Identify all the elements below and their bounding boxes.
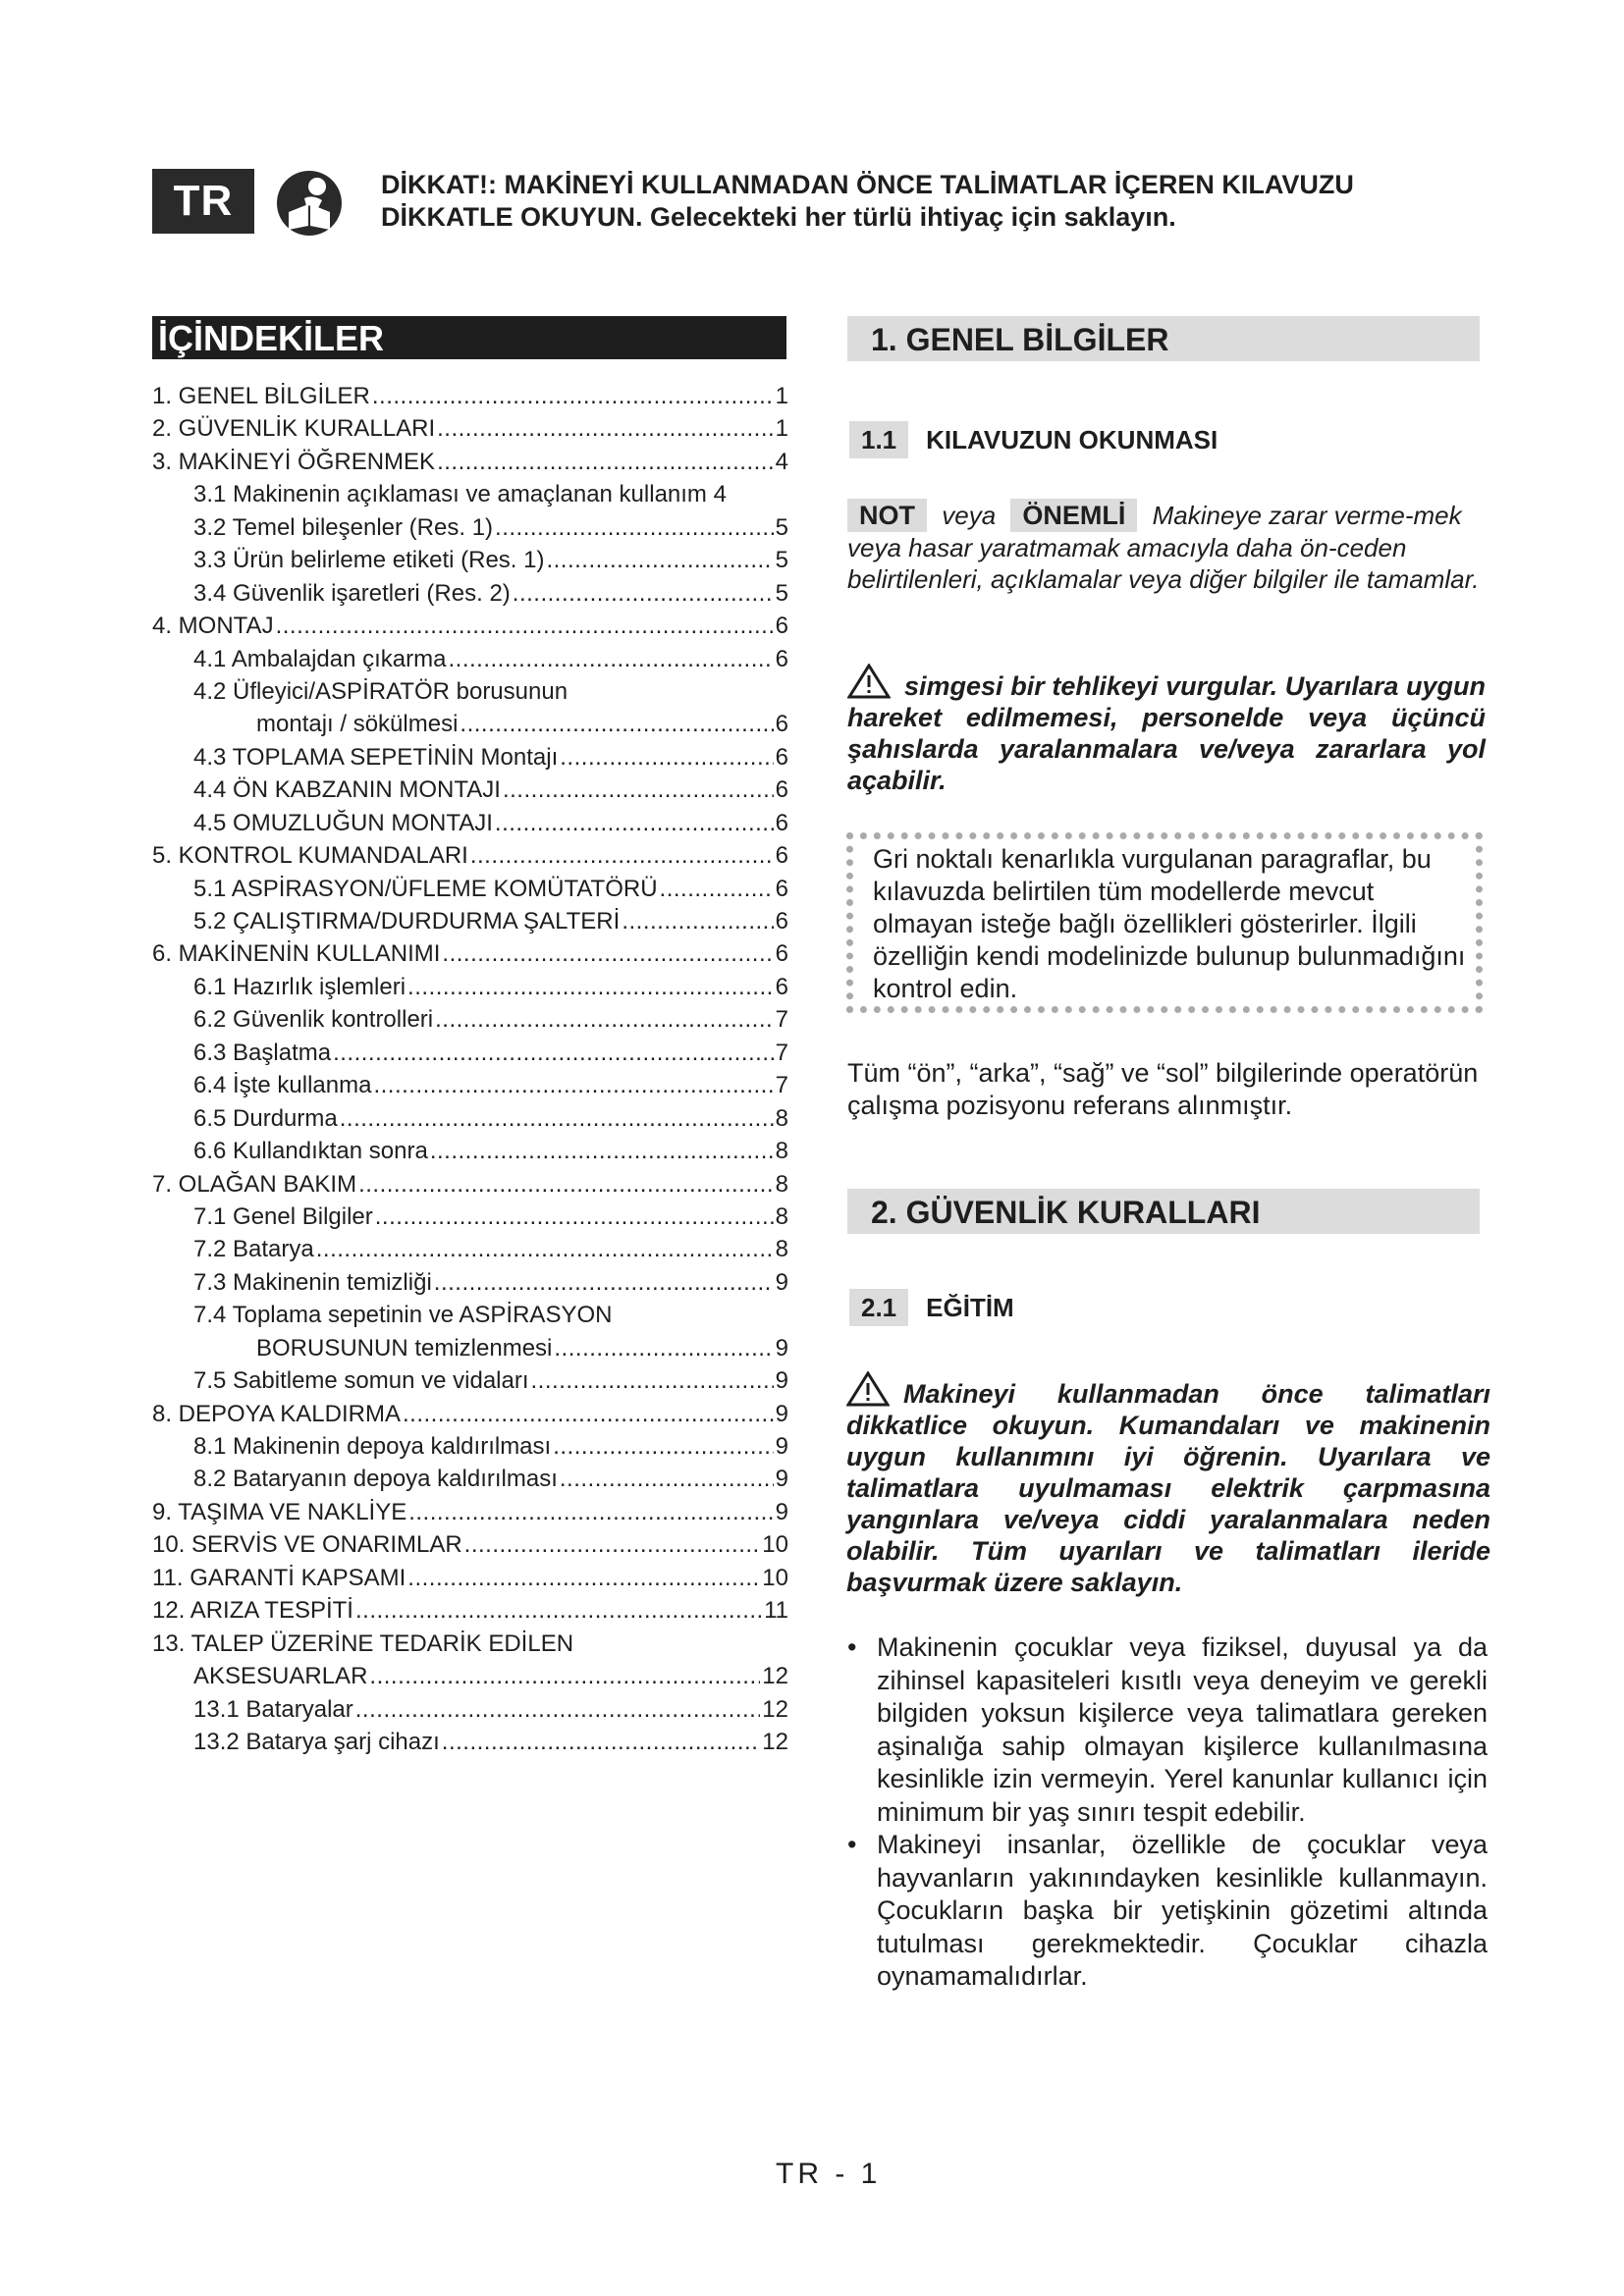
toc-item <box>152 1430 788 1463</box>
toc-leader-dots <box>407 1562 760 1594</box>
toc-item-page: 5 <box>775 579 788 607</box>
section-1-heading: 1. GENEL BİLGİLER <box>847 316 1480 361</box>
toc-item <box>152 1332 788 1364</box>
toc-item-page: 5 <box>775 513 788 541</box>
toc-item-label: 13.1 Bataryalar <box>193 1695 353 1723</box>
toc-leader-dots <box>448 643 773 675</box>
toc-leader-dots <box>546 544 773 576</box>
toc-item-label: 5.1 ASPİRASYON/ÜFLEME KOMÜTATÖRÜ <box>193 875 658 902</box>
toc-item-label: 3. MAKİNEYİ ÖĞRENMEK <box>152 448 436 475</box>
toc-item-label: 5.2 ÇALIŞTIRMA/DURDURMA ŞALTERİ <box>193 908 621 934</box>
toc-item-label: 8. DEPOYA KALDIRMA <box>152 1400 401 1427</box>
toc-item-label: 4.5 OMUZLUĞUN MONTAJI <box>193 809 493 836</box>
toc-leader-dots <box>358 1168 774 1201</box>
toc-item <box>152 380 788 412</box>
toc-item-page: 6 <box>775 809 788 836</box>
toc-leader-dots <box>355 1693 761 1726</box>
toc-leader-dots <box>470 839 774 872</box>
toc-leader-dots <box>403 1398 774 1430</box>
toc-item <box>152 807 788 839</box>
toc-item-label: 13.2 Batarya şarj cihazı <box>193 1728 440 1755</box>
toc-item <box>152 971 788 1003</box>
toc-title: İÇİNDEKİLER <box>152 316 786 359</box>
toc-item <box>152 774 788 806</box>
toc-item-page: 1 <box>775 415 788 443</box>
toc-item <box>152 610 788 642</box>
section-2-heading: 2. GÜVENLİK KURALLARI <box>847 1189 1480 1234</box>
toc-item-label: 7.2 Batarya <box>193 1236 314 1263</box>
subsection-number: 1.1 <box>849 421 908 458</box>
toc-item-page: 12 <box>762 1728 788 1755</box>
toc-item <box>152 1594 788 1627</box>
toc-leader-dots <box>355 1594 762 1627</box>
toc-item-page: 6 <box>775 875 788 902</box>
toc-leader-dots <box>622 905 773 937</box>
toc-item-label: 4. MONTAJ <box>152 613 274 640</box>
toc-item-label: 7.3 Makinenin temizliği <box>193 1268 432 1296</box>
toc-item-page: 10 <box>762 1564 788 1591</box>
toc-item-page: 12 <box>762 1663 788 1690</box>
toc-leader-dots <box>437 412 774 445</box>
toc-item <box>152 1562 788 1594</box>
toc-item-label: BORUSUNUN temizlenmesi <box>256 1334 553 1362</box>
toc-item-label: 2. GÜVENLİK KURALLARI <box>152 415 436 443</box>
optional-features-text: Gri noktalı kenarlıkla vurgulanan paragraflar, bu kılavuzda belirtilen tüm modellerde mevcut olmayan isteğe bağlı özellikleri gösterirler. İlgili özelliğin kendi modelinizde bulunup bulunmadığını kontrol edin. <box>873 844 1466 1003</box>
toc-leader-dots <box>442 937 773 970</box>
subsection-number: 2.1 <box>849 1289 908 1326</box>
subsection-title: KILAVUZUN OKUNMASI <box>926 425 1218 454</box>
toc-leader-dots <box>554 1332 773 1364</box>
toc-item-page: 11 <box>764 1597 788 1625</box>
toc-item-page: 9 <box>775 1367 788 1395</box>
toc-item <box>152 1135 788 1167</box>
toc-item <box>152 708 788 740</box>
toc-item-label: AKSESUARLAR <box>193 1663 368 1690</box>
toc-item-label: 6.2 Güvenlik kontrolleri <box>193 1006 434 1034</box>
table-of-contents <box>152 380 788 1758</box>
toc-item <box>152 905 788 937</box>
toc-leader-dots <box>660 873 774 905</box>
toc-item-page: 8 <box>775 1104 788 1132</box>
toc-item <box>152 1726 788 1758</box>
toc-item-label: 10. SERVİS VE ONARIMLAR <box>152 1531 462 1559</box>
toc-item-page: 9 <box>775 1268 788 1296</box>
toc-leader-dots <box>503 774 774 806</box>
read-manual-warning <box>381 169 1500 234</box>
safety-bullets <box>847 1631 1488 1994</box>
warning-line-2: DİKKATLE OKUYUN. Gelecekteki her türlü ihtiyaç için saklayın. <box>381 202 1176 232</box>
toc-leader-dots <box>560 1463 774 1495</box>
toc-leader-dots <box>464 1528 761 1561</box>
list-item: • Makinenin çocuklar veya fiziksel, duyusal ya da zihinsel kapasiteleri kısıtlı veya deneyim ve gerekli bilgiden yoksun kişilerce veya talimatlara gereken aşinalığa sahip olmayan kişilerce kullanılmasına kesinlikle izin vermeyin. Yerel kanunlar kullanıcı için minimum bir yaş sınırı tespit edebilir. <box>847 1632 1488 1827</box>
toc-item-label: 6.4 İşte kullanma <box>193 1072 372 1099</box>
subsection-title: EĞİTİM <box>926 1293 1014 1322</box>
toc-leader-dots <box>430 1135 774 1167</box>
toc-item <box>152 839 788 872</box>
training-warning-paragraph <box>846 1371 1490 1598</box>
toc-item-page: 7 <box>775 1039 788 1066</box>
warning-line-1: DİKKAT!: MAKİNEYİ KULLANMADAN ÖNCE TALİMATLAR İÇEREN KILAVUZU <box>381 170 1354 199</box>
toc-item-page: 5 <box>775 547 788 574</box>
orientation-paragraph: Tüm “ön”, “arka”, “sağ” ve “sol” bilgilerinde operatörün çalışma pozisyonu referans alınmıştır. <box>847 1058 1479 1120</box>
toc-item-page: 8 <box>775 1202 788 1230</box>
training-warning-text: Makineyi kullanmadan önce talimatları dikkatlice okuyun. Kumandaları ve makinenin uygun kullanımını iyi öğrenin. Uyarılara ve talimatlara uyulmaması elektrik çarpmasına yangınlara ve/veya ciddi yaralanmalara neden olabilir. Tüm uyarıları ve talimatları ileride başvurmak üzere saklayın. <box>846 1379 1490 1597</box>
toc-item-page: 6 <box>775 743 788 771</box>
toc-item <box>152 1528 788 1561</box>
toc-item-page: 4 <box>775 448 788 475</box>
note-paragraph <box>847 499 1486 595</box>
toc-item-label: 1. GENEL BİLGİLER <box>152 383 370 409</box>
toc-leader-dots <box>513 577 774 610</box>
warning-paragraph <box>847 664 1486 796</box>
toc-item-label: 7. OLAĞAN BAKIM <box>152 1170 357 1198</box>
toc-item-page: 6 <box>775 711 788 738</box>
toc-item-label: 6.1 Hazırlık işlemleri <box>193 973 406 1000</box>
list-item: • Makineyi insanlar, özellikle de çocuklar veya hayvanların yakınındayken kesinlikle kullanmayın. Çocukların başka bir yetişkinin gözetimi altında tutulması gerekmektedir. Çocuklar cihazla oynamamalıdırlar. <box>847 1830 1488 1991</box>
note-text: Makineye zarar verme-mek veya hasar yaratmamak amacıyla daha ön-ceden belirtilenleri, açıklamalar veya diğer bilgiler ile tamamlar. <box>847 501 1480 594</box>
warning-triangle-icon <box>847 664 891 699</box>
toc-item-page: 9 <box>775 1498 788 1525</box>
subsection-1-1-heading <box>849 421 1218 458</box>
toc-item-page: 7 <box>775 1006 788 1034</box>
toc-item-page: 6 <box>775 645 788 672</box>
toc-item <box>152 1398 788 1430</box>
toc-item <box>152 741 788 774</box>
warning-triangle-icon <box>846 1371 890 1407</box>
toc-item <box>152 1069 788 1101</box>
read-manual-icon <box>275 169 344 238</box>
toc-item-label: 5. KONTROL KUMANDALARI <box>152 842 468 870</box>
toc-leader-dots <box>407 971 774 1003</box>
toc-item <box>152 675 788 708</box>
toc-leader-dots <box>553 1430 773 1463</box>
toc-leader-dots <box>408 1496 773 1528</box>
toc-item-label: 9. TAŞIMA VE NAKLİYE <box>152 1498 407 1525</box>
toc-item-page: 6 <box>775 613 788 640</box>
note-or: veya <box>942 501 997 530</box>
bullet: • <box>847 1830 857 1859</box>
toc-item-label: 3.3 Ürün belirleme etiketi (Res. 1) <box>193 547 545 574</box>
toc-item-label: 7.1 Genel Bilgiler <box>193 1202 373 1230</box>
toc-leader-dots <box>276 610 774 642</box>
toc-item-page: 10 <box>762 1531 788 1559</box>
toc-item <box>152 446 788 478</box>
toc-item-page: 8 <box>775 1170 788 1198</box>
page-number: TR - 1 <box>776 2158 882 2190</box>
important-tag: ÖNEMLİ <box>1010 499 1137 532</box>
toc-item-page: 6 <box>775 776 788 804</box>
toc-leader-dots <box>442 1726 761 1758</box>
toc-leader-dots <box>316 1233 774 1265</box>
toc-item-page: 9 <box>775 1334 788 1362</box>
toc-item <box>152 1299 788 1331</box>
warning-text: simgesi bir tehlikeyi vurgular. Uyarılara uygun hareket edilmemesi, personelde veya üçüncü şahıslarda yaralanmalara ve/veya zararlara yol açabilir. <box>847 671 1486 795</box>
toc-item <box>152 1364 788 1397</box>
toc-leader-dots <box>373 1069 773 1101</box>
toc-leader-dots <box>369 1660 760 1692</box>
toc-item-page: 6 <box>775 973 788 1000</box>
toc-item-page: 8 <box>775 1138 788 1165</box>
toc-item <box>152 1102 788 1135</box>
toc-item-label: 4.3 TOPLAMA SEPETİNİN Montajı <box>193 743 559 771</box>
toc-item <box>152 937 788 970</box>
toc-item-page: 9 <box>775 1400 788 1427</box>
toc-item-label: 12. ARIZA TESPİTİ <box>152 1597 353 1625</box>
toc-item <box>152 1003 788 1036</box>
toc-item <box>152 1660 788 1692</box>
toc-item <box>152 643 788 675</box>
toc-leader-dots <box>495 511 774 544</box>
toc-leader-dots <box>375 1201 774 1233</box>
note-tag: NOT <box>847 499 927 532</box>
toc-item-page: 8 <box>775 1236 788 1263</box>
toc-item <box>152 1037 788 1069</box>
toc-item <box>152 873 788 905</box>
language-badge: TR <box>152 169 254 234</box>
toc-item <box>152 478 788 510</box>
toc-leader-dots <box>333 1037 774 1069</box>
toc-item-label: 13. TALEP ÜZERİNE TEDARİK EDİLEN <box>152 1629 574 1657</box>
toc-item <box>152 1266 788 1299</box>
toc-item <box>152 412 788 445</box>
toc-leader-dots <box>434 1266 774 1299</box>
toc-item <box>152 1201 788 1233</box>
toc-item-label: 8.2 Bataryanın depoya kaldırılması <box>193 1466 558 1493</box>
toc-item <box>152 511 788 544</box>
toc-item-label: 3.1 Makinenin açıklaması ve amaçlanan kullanım 4 <box>193 481 727 508</box>
toc-item-label: 4.2 Üfleyici/ASPİRATÖR borusunun <box>193 677 568 705</box>
toc-item-label: 6.3 Başlatma <box>193 1039 332 1066</box>
toc-item <box>152 1233 788 1265</box>
toc-item-label: 3.2 Temel bileşenler (Res. 1) <box>193 513 494 541</box>
optional-features-note <box>846 832 1483 1013</box>
toc-item-page: 9 <box>775 1433 788 1460</box>
toc-item-page: 12 <box>762 1695 788 1723</box>
toc-item-page: 6 <box>775 842 788 870</box>
toc-item-label: 8.1 Makinenin depoya kaldırılması <box>193 1433 552 1460</box>
toc-leader-dots <box>495 807 774 839</box>
toc-item-label: 4.1 Ambalajdan çıkarma <box>193 645 447 672</box>
toc-leader-dots <box>372 380 774 412</box>
toc-item <box>152 1693 788 1726</box>
toc-item-page: 9 <box>775 1466 788 1493</box>
toc-leader-dots <box>435 1003 774 1036</box>
toc-item <box>152 1628 788 1660</box>
toc-item-label: 7.4 Toplama sepetinin ve ASPİRASYON <box>193 1302 613 1329</box>
toc-item <box>152 1463 788 1495</box>
toc-item-page: 7 <box>775 1072 788 1099</box>
toc-item-page: 6 <box>775 908 788 934</box>
toc-item-label: 4.4 ÖN KABZANIN MONTAJI <box>193 776 501 804</box>
toc-leader-dots <box>560 741 773 774</box>
toc-item-page: 1 <box>775 383 788 409</box>
toc-item-label: montajı / sökülmesi <box>256 711 459 738</box>
toc-item-label: 11. GARANTİ KAPSAMI <box>152 1564 406 1591</box>
toc-leader-dots <box>437 446 774 478</box>
toc-leader-dots <box>340 1102 774 1135</box>
toc-item-label: 7.5 Sabitleme somun ve vidaları <box>193 1367 529 1395</box>
toc-leader-dots <box>460 708 773 740</box>
bullet: • <box>847 1632 857 1662</box>
toc-item <box>152 577 788 610</box>
toc-item <box>152 1496 788 1528</box>
toc-item-label: 6. MAKİNENİN KULLANIMI <box>152 940 441 968</box>
subsection-2-1-heading <box>849 1289 1014 1326</box>
toc-item-label: 6.6 Kullandıktan sonra <box>193 1138 428 1165</box>
toc-item-label: 6.5 Durdurma <box>193 1104 338 1132</box>
toc-leader-dots <box>531 1364 774 1397</box>
toc-item <box>152 1168 788 1201</box>
toc-item-label: 3.4 Güvenlik işaretleri (Res. 2) <box>193 579 511 607</box>
toc-item-page: 6 <box>775 940 788 968</box>
toc-item <box>152 544 788 576</box>
